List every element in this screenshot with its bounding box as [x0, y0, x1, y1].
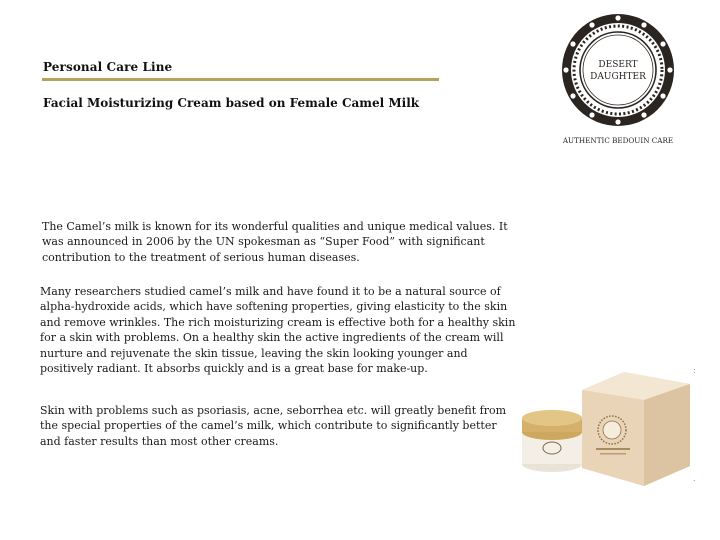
- logo-tagline: AUTHENTIC BEDOUIN CARE: [562, 136, 674, 145]
- page-title: Facial Moisturizing Cream based on Female Camel Milk: [43, 96, 420, 110]
- logo-brand-line-1: DESERT: [598, 60, 638, 70]
- product-image: [512, 360, 692, 490]
- edge-mark: .: [693, 474, 696, 483]
- logo-brand-line-2: DAUGHTER: [590, 72, 646, 82]
- section-label: Personal Care Line: [43, 60, 173, 74]
- paragraph-research: Many researchers studied camel’s milk and have found it to be a natural source of alpha-hydroxide acids, which have softening properties, giving elasticity to the skin and remove wrinkles. The rich moisturizing cream is effective both for a healthy skin for a skin with problems. On a healthy skin the active ingredients of the cream will nurture and rejuvenate the skin tissue, leaving the skin looking younger and positively radiant. It absorbs quickly and is a great base for make-up.: [40, 285, 516, 376]
- logo-ornament: [562, 14, 674, 126]
- product-box: [582, 372, 690, 486]
- paragraph-problem-skin: Skin with problems such as psoriasis, acne, seborrhea etc. will greatly benefit from the special properties of the camel’s milk, which contribute to significantly better and faster results than most other creams.: [40, 404, 507, 448]
- gold-divider: [42, 78, 439, 81]
- paragraph-intro: The Camel’s milk is known for its wonderful qualities and unique medical values. It was announced in 2006 by the UN spokesman as “Super Food” with significant contribution to the treatment of serious human diseases.: [42, 220, 508, 264]
- edge-mark: :: [693, 366, 696, 375]
- cream-jar: [522, 410, 582, 472]
- brand-logo: [552, 10, 685, 150]
